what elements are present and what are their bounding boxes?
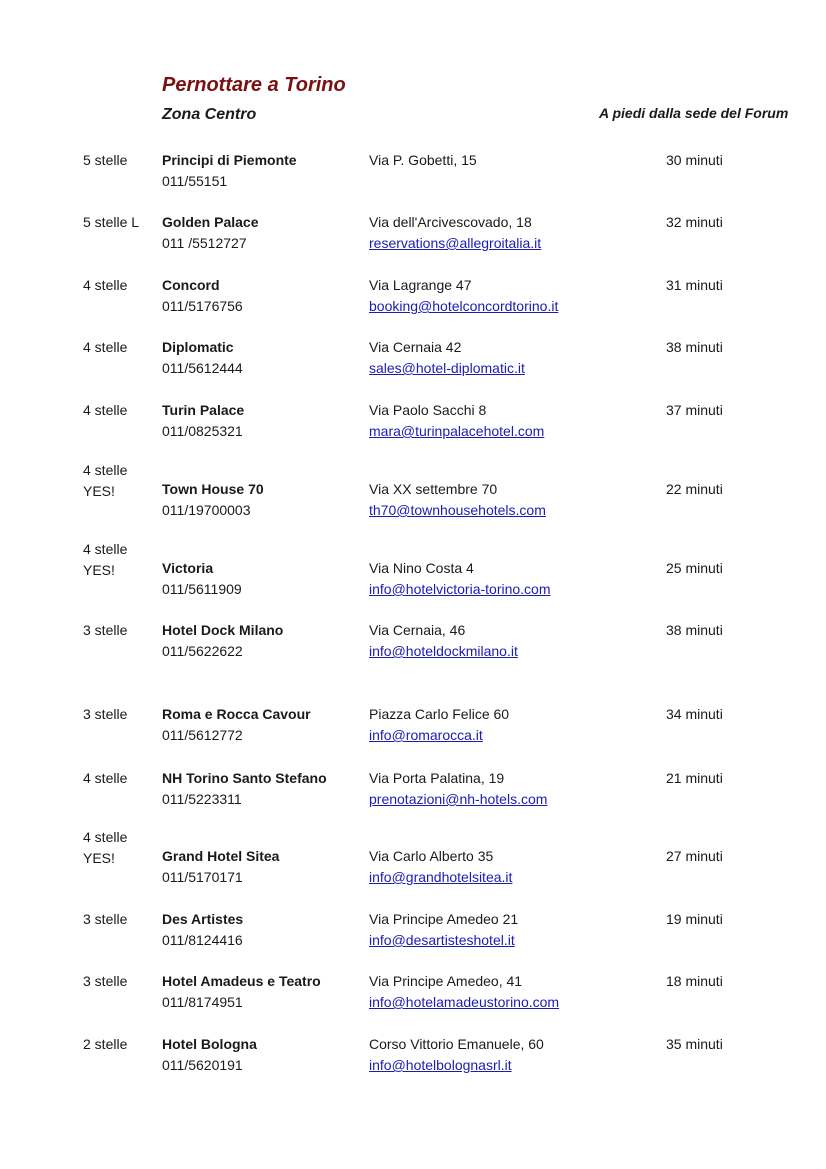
hotel-address: Via Nino Costa 4 [369, 560, 474, 576]
hotel-address: Via Principe Amedeo 21 [369, 911, 519, 927]
hotel-stars [83, 827, 127, 869]
hotel-star-rating: 4 stelle [83, 541, 128, 557]
hotel-email-link[interactable]: info@desartisteshotel.it [369, 932, 515, 948]
hotel-name: Principi di Piemonte [162, 152, 297, 168]
hotel-walk-time: 38 minuti [666, 339, 723, 355]
hotel-stars [83, 337, 127, 358]
hotel-phone: 011/5170171 [162, 869, 243, 885]
hotel-name: Hotel Dock Milano [162, 622, 284, 638]
hotel-name: Golden Palace [162, 214, 259, 230]
hotel-star-rating: 5 stelle [83, 152, 128, 168]
page-title: Pernottare a Torino [162, 74, 346, 96]
hotel-phone: 011/5622622 [162, 643, 243, 659]
hotel-email-link[interactable]: sales@hotel-diplomatic.it [369, 360, 525, 376]
hotel-phone: 011/5176756 [162, 298, 243, 314]
hotel-phone: 011/5620191 [162, 1057, 243, 1073]
hotel-email-link[interactable]: mara@turinpalacehotel.com [369, 423, 545, 439]
hotel-email-link[interactable]: info@hotelbolognasrl.it [369, 1057, 512, 1073]
hotel-email-link[interactable]: info@romarocca.it [369, 727, 483, 743]
hotel-stars [83, 704, 127, 725]
hotel-stars [83, 539, 127, 581]
hotel-email-link[interactable]: info@hotelvictoria-torino.com [369, 581, 551, 597]
hotel-phone: 011/19700003 [162, 502, 251, 518]
hotel-stars [83, 460, 127, 502]
hotel-email-link[interactable]: prenotazioni@nh-hotels.com [369, 791, 548, 807]
hotel-star-rating: 4 stelle [83, 402, 128, 418]
hotel-walk-time: 27 minuti [666, 848, 723, 864]
hotel-name: Diplomatic [162, 339, 234, 355]
hotel-name: Concord [162, 277, 220, 293]
hotel-star-rating: 3 stelle [83, 706, 128, 722]
zone-subtitle: Zona Centro [162, 106, 257, 123]
hotel-walk-time: 34 minuti [666, 706, 723, 722]
hotel-walk-time: 38 minuti [666, 622, 723, 638]
hotel-stars [83, 909, 127, 930]
hotel-recommended-badge: YES! [83, 562, 115, 578]
hotel-address: Via dell'Arcivescovado, 18 [369, 214, 532, 230]
hotel-address: Via Porta Palatina, 19 [369, 770, 505, 786]
hotel-email-link[interactable]: reservations@allegroitalia.it [369, 235, 542, 251]
hotel-walk-time: 35 minuti [666, 1036, 723, 1052]
hotel-email-link[interactable]: booking@hotelconcordtorino.it [369, 298, 559, 314]
hotel-star-rating: 4 stelle [83, 462, 128, 478]
hotel-star-rating: 4 stelle [83, 770, 128, 786]
hotel-address: Via XX settembre 70 [369, 481, 498, 497]
hotel-name: Hotel Bologna [162, 1036, 257, 1052]
hotel-walk-time: 18 minuti [666, 973, 723, 989]
hotel-star-rating: 4 stelle [83, 277, 128, 293]
hotel-email-link[interactable]: info@hotelamadeustorino.com [369, 994, 560, 1010]
hotel-stars [83, 620, 127, 641]
hotel-walk-time: 21 minuti [666, 770, 723, 786]
hotel-name: NH Torino Santo Stefano [162, 770, 327, 786]
hotel-address: Via Paolo Sacchi 8 [369, 402, 487, 418]
hotel-name: Victoria [162, 560, 214, 576]
hotel-email-link[interactable]: info@grandhotelsitea.it [369, 869, 513, 885]
hotel-walk-time: 19 minuti [666, 911, 723, 927]
hotel-star-rating: 4 stelle [83, 339, 128, 355]
hotel-name: Turin Palace [162, 402, 245, 418]
hotel-phone: 011/55151 [162, 173, 228, 189]
hotel-star-rating: 3 stelle [83, 911, 128, 927]
hotel-name: Grand Hotel Sitea [162, 848, 280, 864]
hotel-phone: 011 /5512727 [162, 235, 247, 251]
hotel-name: Hotel Amadeus e Teatro [162, 973, 321, 989]
hotel-email-link[interactable]: th70@townhousehotels.com [369, 502, 546, 518]
hotel-phone: 011/5223311 [162, 791, 242, 807]
hotel-walk-time: 25 minuti [666, 560, 723, 576]
hotel-stars [83, 212, 139, 233]
hotel-star-rating: 4 stelle [83, 829, 128, 845]
hotel-stars [83, 400, 127, 421]
hotel-address: Via Lagrange 47 [369, 277, 472, 293]
hotel-recommended-badge: YES! [83, 850, 115, 866]
hotel-name: Town House 70 [162, 481, 264, 497]
hotel-address: Via Cernaia, 46 [369, 622, 466, 638]
hotel-walk-time: 31 minuti [666, 277, 723, 293]
hotel-phone: 011/5612444 [162, 360, 243, 376]
hotel-stars [83, 1034, 127, 1055]
hotel-recommended-badge: YES! [83, 483, 115, 499]
hotel-address: Via Carlo Alberto 35 [369, 848, 494, 864]
hotel-address: Corso Vittorio Emanuele, 60 [369, 1036, 544, 1052]
hotel-walk-time: 22 minuti [666, 481, 723, 497]
hotel-walk-time: 32 minuti [666, 214, 723, 230]
hotel-phone: 011/8174951 [162, 994, 243, 1010]
hotel-name: Roma e Rocca Cavour [162, 706, 311, 722]
hotel-address: Via P. Gobetti, 15 [369, 152, 477, 168]
hotel-stars [83, 275, 127, 296]
hotel-address: Via Principe Amedeo, 41 [369, 973, 523, 989]
hotel-stars [83, 971, 127, 992]
hotel-walk-time: 37 minuti [666, 402, 723, 418]
hotel-phone: 011/5611909 [162, 581, 242, 597]
hotel-star-rating: 3 stelle [83, 622, 128, 638]
hotel-address: Via Cernaia 42 [369, 339, 462, 355]
hotel-walk-time: 30 minuti [666, 152, 723, 168]
hotel-phone: 011/5612772 [162, 727, 243, 743]
hotel-star-rating: 2 stelle [83, 1036, 128, 1052]
hotel-phone: 011/8124416 [162, 932, 243, 948]
hotel-star-rating: 5 stelle L [83, 214, 140, 230]
hotel-address: Piazza Carlo Felice 60 [369, 706, 510, 722]
walking-note: A piedi dalla sede del Forum [599, 105, 789, 121]
hotel-stars [83, 150, 127, 171]
hotel-star-rating: 3 stelle [83, 973, 128, 989]
hotel-name: Des Artistes [162, 911, 244, 927]
hotel-phone: 011/0825321 [162, 423, 243, 439]
hotel-stars [83, 768, 127, 789]
hotel-email-link[interactable]: info@hoteldockmilano.it [369, 643, 518, 659]
